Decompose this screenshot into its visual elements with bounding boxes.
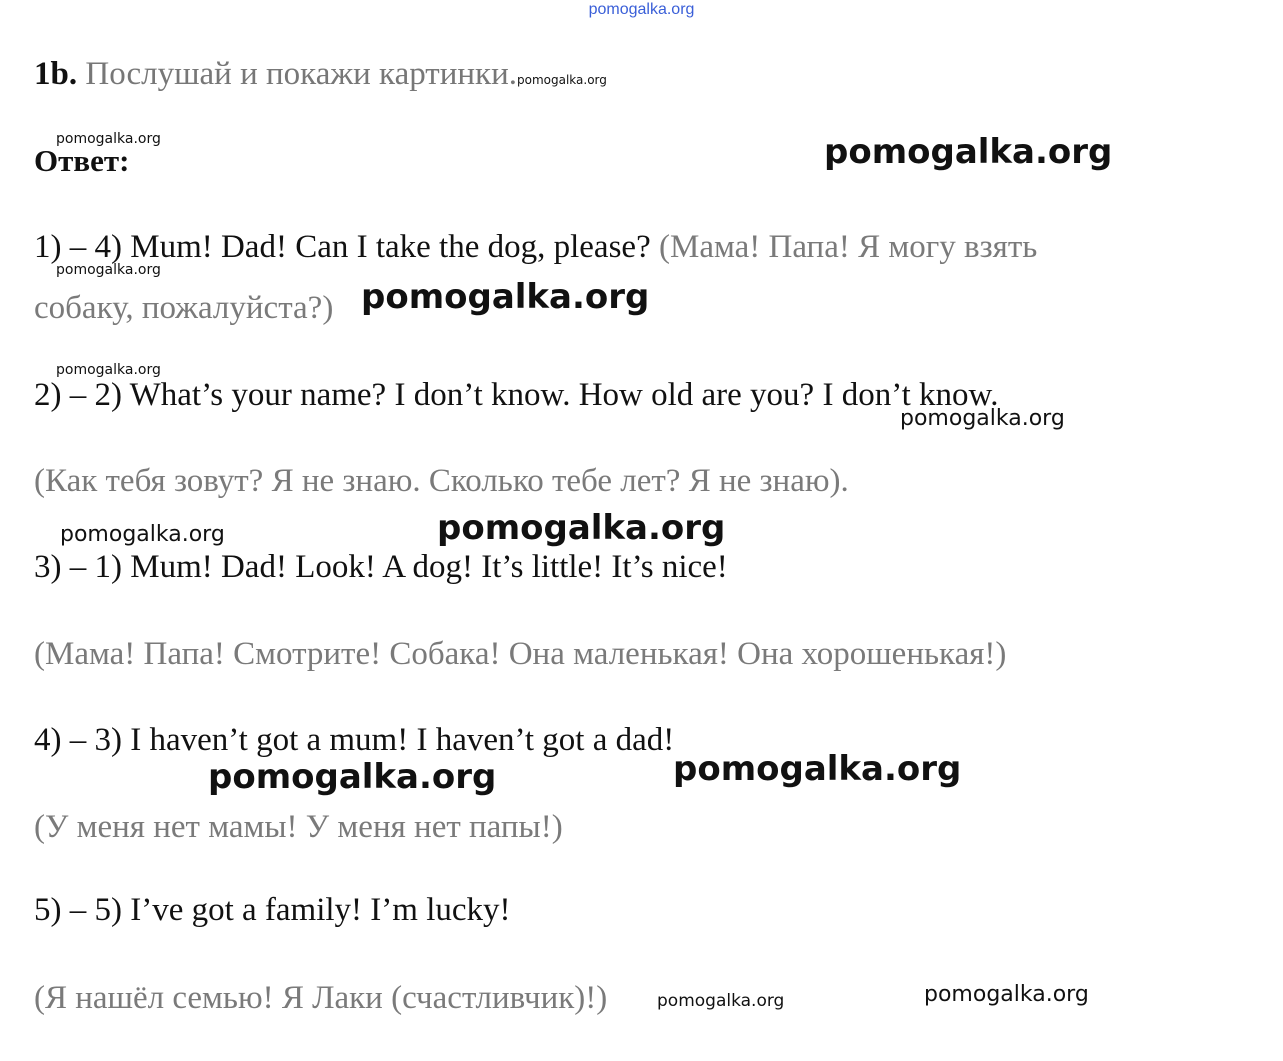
item-5-english: 5) – 5) I’ve got a family! I’m lucky! (34, 892, 511, 928)
item-3-english: 3) – 1) Mum! Dad! Look! A dog! It’s little! It’s nice! (34, 549, 728, 585)
item-4-english: 4) – 3) I haven’t got a mum! I haven’t got a dad! (34, 722, 675, 758)
watermark-large: pomogalka.org (208, 757, 497, 797)
task-number: 1b. (34, 56, 78, 92)
item-1-english: 1) – 4) Mum! Dad! Can I take the dog, please? (34, 229, 651, 265)
item-2-russian: (Как тебя зовут? Я не знаю. Сколько тебе лет? Я не знаю). (34, 463, 849, 499)
top-watermark: pomogalka.org (588, 1, 695, 18)
item-5-russian: (Я нашёл семью! Я Лаки (счастливчик)!) (34, 980, 608, 1016)
item-3-russian: (Мама! Папа! Смотрите! Собака! Она маленькая! Она хорошенькая!) (34, 636, 1007, 672)
watermark-small: pomogalka.org (657, 991, 785, 1011)
item-2-english: 2) – 2) What’s your name? I don’t know. How old are you? I don’t know. (34, 377, 999, 413)
watermark-small: pomogalka.org (56, 362, 161, 378)
watermark-large: pomogalka.org (437, 508, 726, 548)
watermark-small: pomogalka.org (56, 262, 161, 278)
item-1-line (34, 227, 1037, 267)
watermark-large: pomogalka.org (361, 277, 650, 317)
item-1-russian: (Мама! Папа! Я могу взять (658, 229, 1038, 265)
watermark-medium: pomogalka.org (900, 406, 1065, 431)
watermark-large: pomogalka.org (673, 749, 962, 789)
task-period: . (508, 56, 517, 92)
task-heading (34, 54, 607, 100)
watermark-large: pomogalka.org (824, 132, 1113, 172)
item-4-russian: (У меня нет мамы! У меня нет папы!) (34, 809, 563, 845)
item-1-russian-cont: собаку, пожалуйста?) (34, 290, 334, 326)
watermark-medium: pomogalka.org (60, 522, 225, 547)
task-text: Послушай и покажи картинки (85, 56, 509, 92)
watermark-medium: pomogalka.org (924, 982, 1089, 1007)
task-watermark: pomogalka.org (517, 73, 607, 87)
answer-label: Ответ: (34, 143, 130, 178)
watermark-small: pomogalka.org (56, 131, 161, 147)
